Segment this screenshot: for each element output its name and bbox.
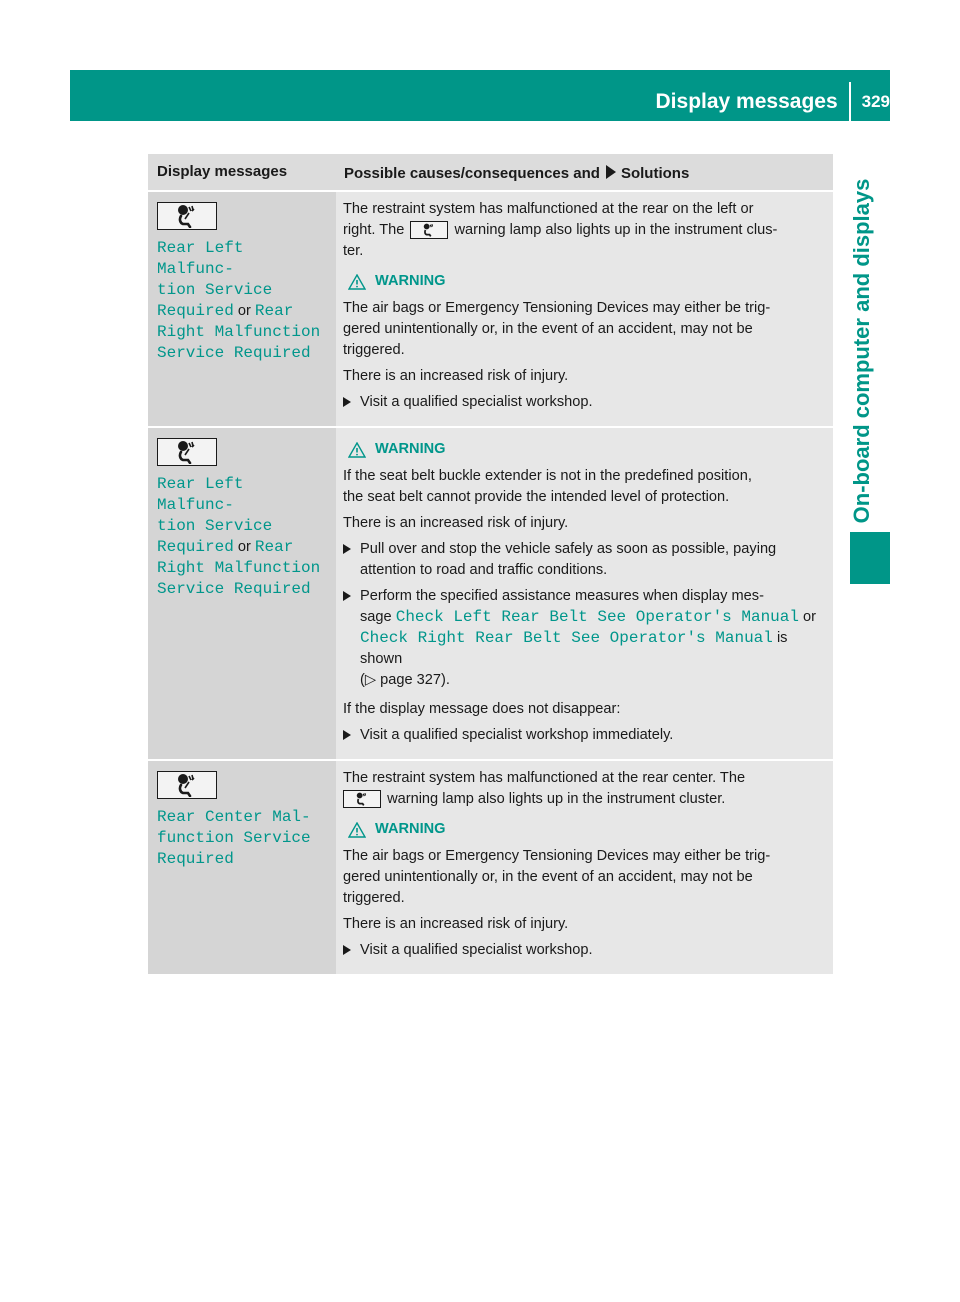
warning-text: The air bags or Emergency Tensioning Devices may either be trig- gered unintentionally or, in the event of an accident, may not be triggered.: [343, 848, 771, 906]
or-text: or: [237, 303, 251, 319]
note-text: If the display message does not disappear:: [343, 701, 621, 717]
message-line: Right Malfunction: [157, 323, 321, 341]
side-tab-label: On-board computer and displays: [849, 178, 874, 524]
message-line: Required: [157, 302, 234, 320]
message-cell: [148, 428, 336, 759]
instruction-step: Visit a qualified specialist workshop.: [343, 940, 827, 961]
airbag-seat-icon: [157, 202, 217, 230]
risk-text: There is an increased risk of injury.: [343, 368, 569, 384]
message-line: Rear Center Mal‐: [157, 808, 311, 826]
code-message: Check Left Rear Belt See Operator's Manual: [395, 608, 799, 626]
warning-text: The air bags or Emergency Tensioning Devices may either be trig- gered unintentionally or, in the event of an accident, may not be triggered.: [343, 300, 771, 358]
solution-cell: [336, 192, 833, 426]
col-header-causes: Possible causes/consequences and: [344, 165, 600, 182]
play-arrow-icon: [606, 165, 616, 179]
section-title: Display messages: [655, 90, 838, 113]
airbag-seat-icon: [157, 438, 217, 466]
instruction-step: Visit a qualified specialist workshop.: [343, 392, 827, 413]
message-line: Required: [157, 538, 234, 556]
instruction-step: Visit a qualified specialist workshop immediately.: [343, 725, 827, 746]
message-line: function Service: [157, 829, 311, 847]
col-header-messages: Display messages: [157, 163, 288, 180]
instruction-step: Pull over and stop the vehicle safely as soon as possible, paying attention to road and traffic conditions.: [343, 539, 827, 581]
side-tab-marker: [850, 532, 890, 584]
or-text: or: [237, 539, 251, 555]
risk-text: There is an increased risk of injury.: [343, 515, 569, 531]
message-line: Required: [157, 850, 234, 868]
col-header-solutions: [336, 154, 833, 190]
message-line: Right Malfunction: [157, 559, 321, 577]
instruction-step: Perform the specified assistance measures when display mes- sage Check Left Rear Belt See Operator's Manual or Check Right Rear Belt See Operator's Manual is shown (▷ page 327).: [343, 586, 827, 691]
side-tab: [843, 166, 881, 536]
table-row: [148, 759, 833, 974]
message-line: tion Service: [157, 517, 273, 535]
warning-triangle-icon: [348, 822, 366, 838]
code-message: Check Right Rear Belt See Operator's Manual: [360, 629, 773, 647]
solution-cell: [336, 428, 833, 759]
warning-heading: WARNING: [348, 439, 827, 460]
message-line: Rear: [254, 538, 294, 556]
table-row: [148, 190, 833, 426]
warning-triangle-icon: [348, 274, 366, 290]
solution-cell: [336, 761, 833, 974]
message-line: Rear: [254, 302, 294, 320]
airbag-seat-icon: [343, 790, 381, 808]
message-line: tion Service: [157, 281, 273, 299]
page-header: [656, 88, 890, 116]
risk-text: There is an increased risk of injury.: [343, 916, 569, 932]
col-header-solutions-label: Solutions: [620, 165, 690, 182]
message-line: Service Required: [157, 580, 311, 598]
message-cell: [148, 761, 336, 974]
message-line: Rear Left Malfunc‐: [157, 475, 244, 514]
airbag-seat-icon: [157, 771, 217, 799]
warning-triangle-icon: [348, 442, 366, 458]
table-row: [148, 426, 833, 759]
description: The restraint system has malfunctioned at the rear on the left or right. The warning lamp also lights up in the instrument clus- ter.: [343, 201, 778, 259]
page-reference: (▷ page 327).: [360, 672, 450, 688]
header-divider: [849, 82, 851, 122]
display-messages-table: [148, 154, 833, 974]
airbag-seat-icon: [410, 221, 448, 239]
warning-text: If the seat belt buckle extender is not in the predefined position, the seat belt cannot provide the intended level of protection.: [343, 468, 752, 505]
page-number: 329: [861, 92, 890, 111]
warning-heading: WARNING: [348, 271, 827, 292]
table-header: [148, 154, 833, 190]
description: The restraint system has malfunctioned at the rear center. The warning lamp also lights up in the instrument cluster.: [343, 770, 746, 807]
warning-heading: WARNING: [348, 819, 827, 840]
message-line: Rear Left Malfunc‐: [157, 239, 244, 278]
message-cell: [148, 192, 336, 426]
message-line: Service Required: [157, 344, 311, 362]
